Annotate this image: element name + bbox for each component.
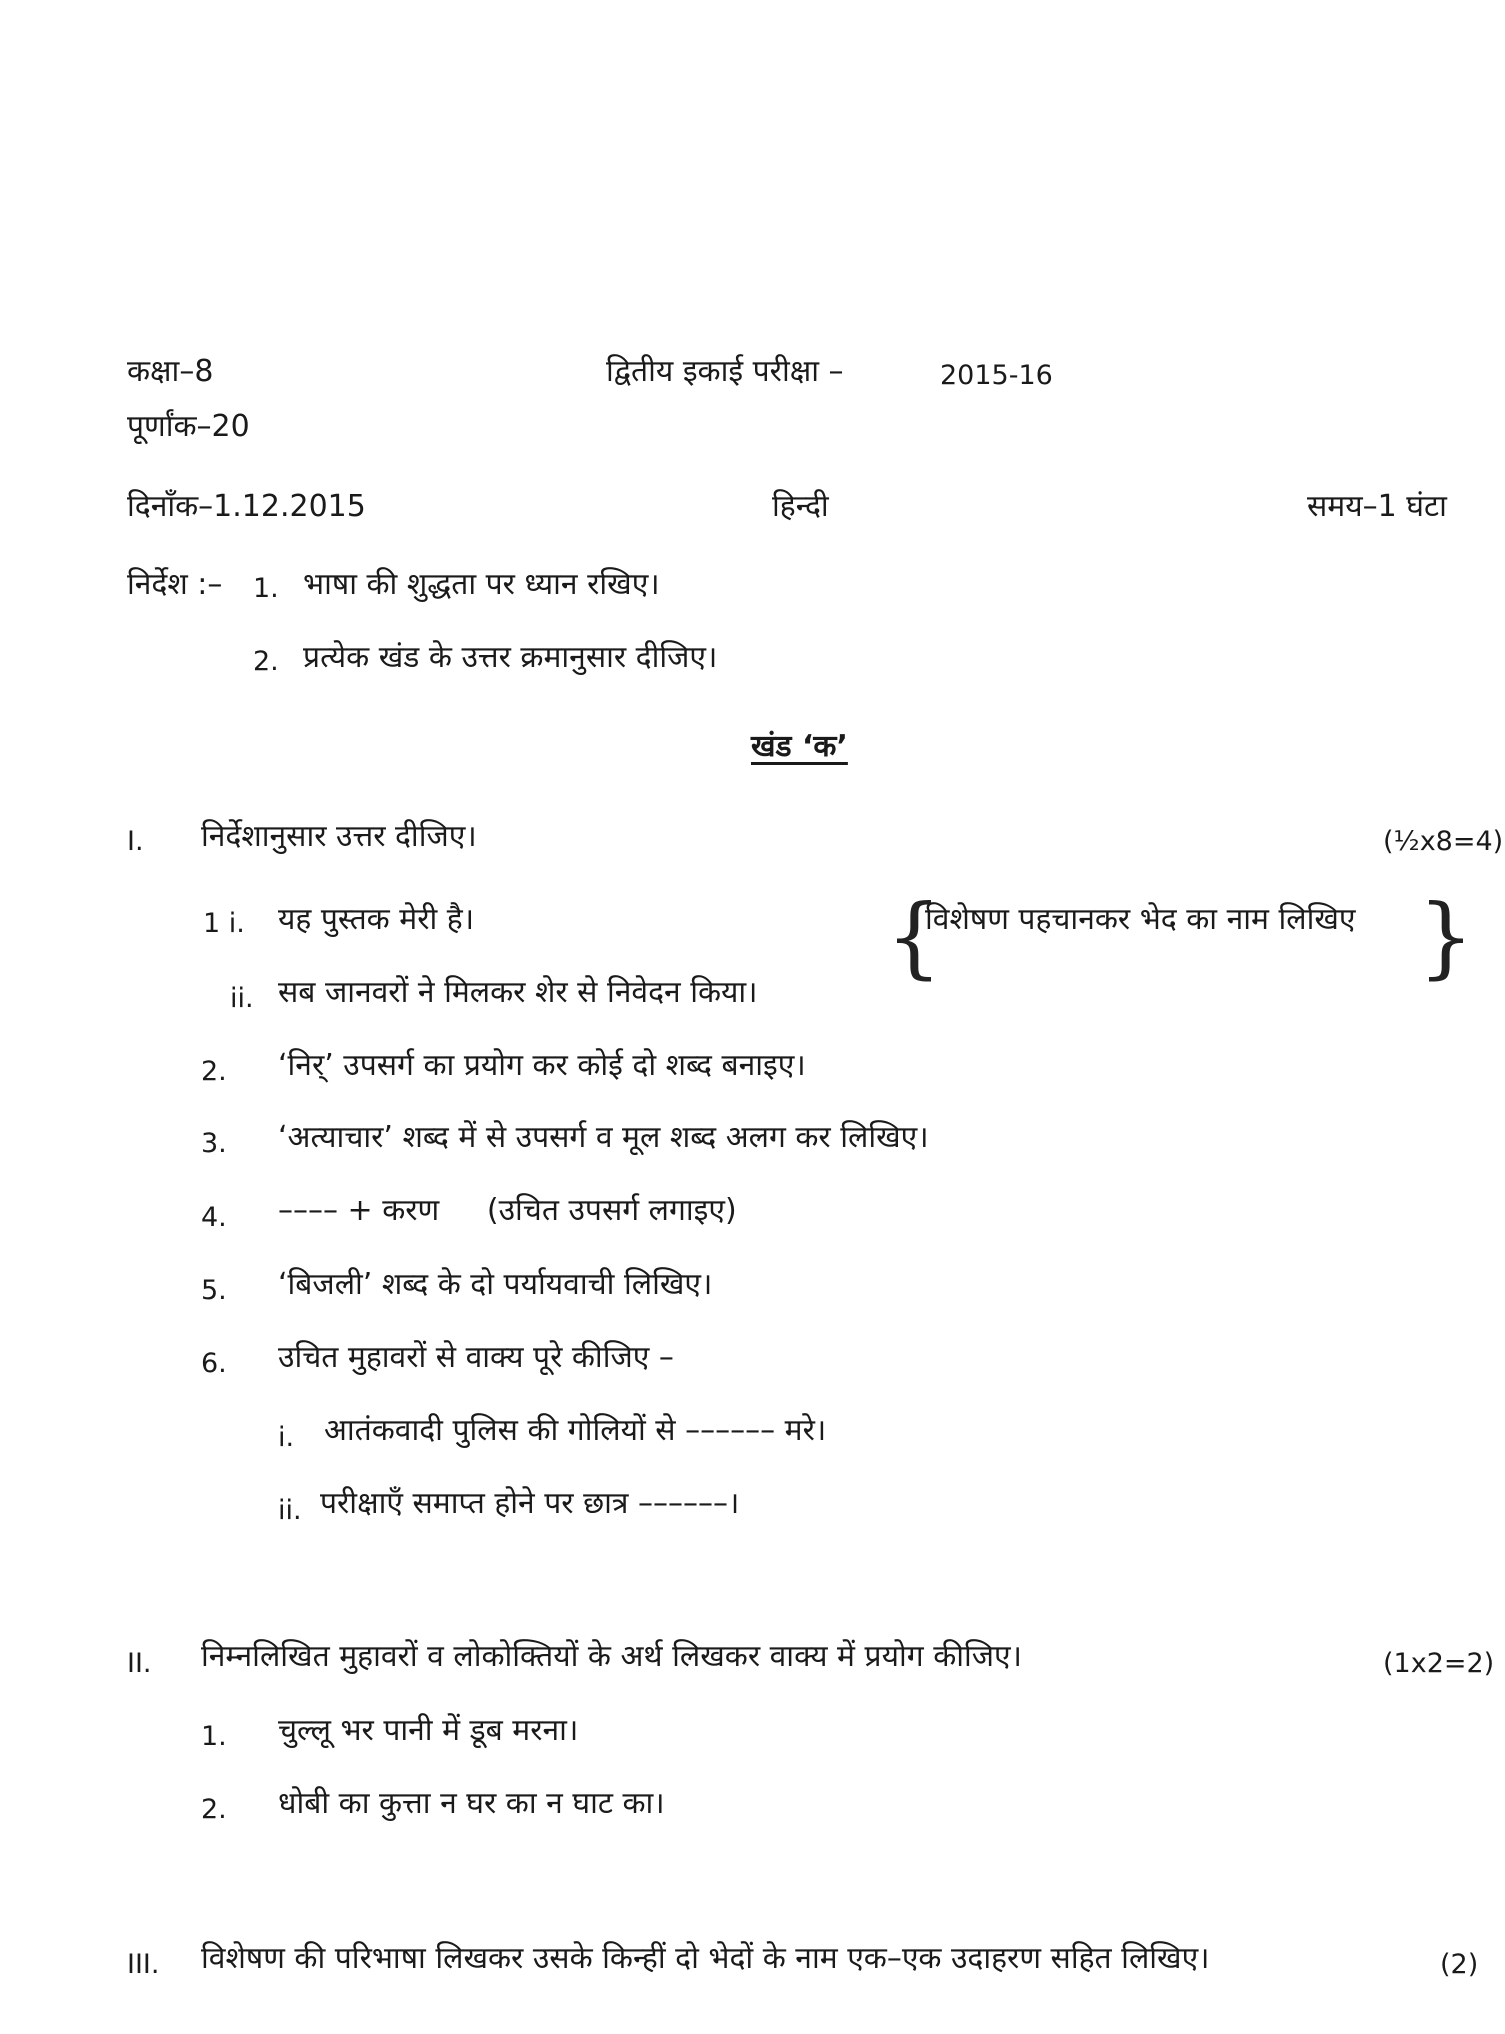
subquestion-text: सब जानवरों ने मिलकर शेर से निवेदन किया। [278,975,758,1010]
list-item-text: धोबी का कुत्ता न घर का न घाट का। [278,1786,665,1821]
subquestion-number: i. [278,1422,295,1453]
exam-date: दिनाँक–1.12.2015 [127,489,366,524]
subquestion-number: 2. [201,1056,227,1087]
instruction-text: प्रत्येक खंड के उत्तर क्रमानुसार दीजिए। [303,640,718,675]
section-heading: खंड ‘क’ [751,729,848,764]
question-text: विशेषण की परिभाषा लिखकर उसके किन्हीं दो भेदों के नाम एक–एक उदाहरण सहित लिखिए। [201,1941,1210,1976]
question-number: II. [127,1648,152,1679]
subquestion-text: परीक्षाएँ समाप्त होने पर छात्र ––––––। [320,1486,740,1521]
list-item-number: 2. [201,1794,227,1825]
question-number: III. [127,1949,160,1980]
question-marks: (½x8=4) [1383,826,1504,857]
subquestion-number: ii. [230,983,254,1014]
subquestion-number: 5. [201,1275,227,1306]
list-item-number: 1. [201,1721,227,1752]
subquestion-text: –––– + करण (उचित उपसर्ग लगाइए) [278,1193,737,1228]
subquestion-number: ii. [278,1495,302,1526]
subquestion-instruction: विशेषण पहचानकर भेद का नाम लिखिए [925,902,1356,937]
subquestion-number: 6. [201,1348,227,1379]
exam-title: द्वितीय इकाई परीक्षा – [606,354,844,389]
subquestion-text: ‘निर्’ उपसर्ग का प्रयोग कर कोई दो शब्द बनाइए। [278,1048,806,1083]
instruction-text: भाषा की शुद्धता पर ध्यान रखिए। [303,567,660,602]
subquestion-text: उचित मुहावरों से वाक्य पूरे कीजिए – [278,1340,674,1375]
subquestion-text: यह पुस्तक मेरी है। [278,902,475,937]
subquestion-number: 4. [201,1202,227,1233]
left-brace: { [886,885,942,988]
question-marks: (1x2=2) [1383,1648,1495,1679]
question-number: I. [127,826,144,857]
subquestion-number: 1 i. [203,908,245,939]
exam-time: समय–1 घंटा [1307,489,1447,524]
list-item-text: चुल्लू भर पानी में डूब मरना। [278,1713,579,1748]
instruction-num: 1. [253,573,279,604]
instruction-num: 2. [253,646,279,677]
max-marks: पूर्णांक–20 [127,409,250,444]
right-brace: } [1418,885,1474,988]
question-text: निर्देशानुसार उत्तर दीजिए। [201,819,477,854]
question-text: निम्नलिखित मुहावरों व लोकोक्तियों के अर्थ लिखकर वाक्य में प्रयोग कीजिए। [201,1639,1023,1674]
exam-year: 2015-16 [940,360,1053,391]
subquestion-text: ‘बिजली’ शब्द के दो पर्यायवाची लिखिए। [278,1267,713,1302]
subquestion-number: 3. [201,1128,227,1159]
class-label: कक्षा–8 [127,354,214,389]
subquestion-text: आतंकवादी पुलिस की गोलियों से –––––– मरे। [324,1413,827,1448]
subject-name: हिन्दी [772,489,829,524]
question-marks: (2) [1440,1949,1479,1980]
instructions-label: निर्देश :– [127,567,223,602]
subquestion-text: ‘अत्याचार’ शब्द में से उपसर्ग व मूल शब्द अलग कर लिखिए। [278,1120,929,1155]
